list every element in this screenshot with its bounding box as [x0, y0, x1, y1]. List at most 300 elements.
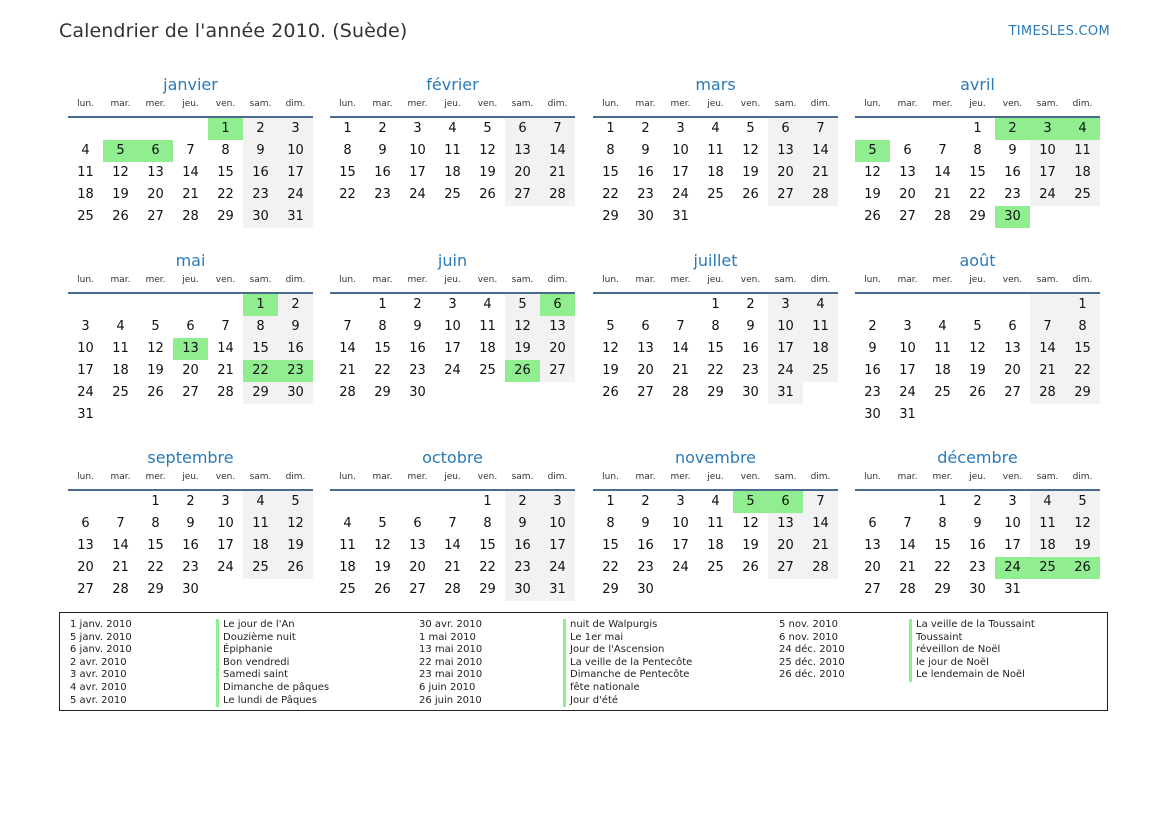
day-cell: 14: [1030, 338, 1065, 360]
empty-cell: [470, 382, 505, 404]
day-cell: 8: [711, 319, 720, 334]
empty-cell: [243, 404, 278, 426]
day-cell: 27: [540, 360, 575, 382]
day-grid: [855, 294, 1100, 426]
day-cell: 29: [147, 582, 164, 597]
weekday-label: dim.: [810, 275, 831, 285]
day-cell: 24: [77, 385, 94, 400]
day-cell: 28: [540, 184, 575, 206]
day-cell: 30: [243, 206, 278, 228]
day-cell: 16: [637, 165, 654, 180]
day-cell: 6: [413, 516, 422, 531]
day-cell: 13: [77, 538, 94, 553]
weekday-label: mar.: [372, 472, 393, 482]
weekday-label: mer.: [407, 275, 428, 285]
day-cell: 3: [221, 494, 230, 509]
holiday-legend: [59, 612, 1108, 711]
day-cell: 1: [151, 494, 160, 509]
empty-cell: [505, 382, 540, 404]
weekday-label: ven.: [477, 275, 498, 285]
day-cell: 31: [278, 206, 313, 228]
day-cell: 15: [707, 341, 724, 356]
day-cell: 13: [864, 538, 881, 553]
day-cell: 14: [217, 341, 234, 356]
weekday-label: sam.: [774, 99, 797, 109]
empty-cell: [925, 404, 960, 426]
day-cell: 26: [278, 557, 313, 579]
day-cell: 21: [182, 187, 199, 202]
day-cell: 23: [637, 187, 654, 202]
day-cell: 25: [77, 209, 94, 224]
month-mai: [68, 250, 313, 426]
day-cell: 21: [934, 187, 951, 202]
day-cell: 12: [147, 341, 164, 356]
day-cell: 13: [637, 341, 654, 356]
day-cell: 22: [707, 363, 724, 378]
day-cell: 25: [112, 385, 129, 400]
weekday-label: mar.: [897, 99, 918, 109]
weekday-header: [330, 96, 575, 118]
day-cell: 9: [186, 516, 195, 531]
day-cell: 23: [864, 385, 881, 400]
legend-holiday-name: Jour d'été: [563, 695, 692, 708]
day-cell: 6: [868, 516, 877, 531]
legend-holiday-name: La veille de la Pentecôte: [563, 657, 692, 670]
day-cell: 27: [637, 385, 654, 400]
day-cell: 7: [803, 491, 838, 513]
day-cell: 25: [1065, 184, 1100, 206]
empty-cell: [960, 294, 995, 316]
day-cell: 12: [864, 165, 881, 180]
day-cell: 6: [768, 491, 803, 513]
day-cell: 4: [938, 319, 947, 334]
empty-cell: [138, 404, 173, 426]
day-cell: 6: [540, 294, 575, 316]
weekday-header: [855, 96, 1100, 118]
day-cell: 3: [676, 121, 685, 136]
day-cell: 14: [339, 341, 356, 356]
day-cell: 23: [243, 184, 278, 206]
weekday-label: dim.: [810, 99, 831, 109]
weekday-label: dim.: [285, 275, 306, 285]
day-cell: 23: [637, 560, 654, 575]
empty-cell: [173, 404, 208, 426]
day-cell: 30: [995, 206, 1030, 228]
empty-cell: [855, 294, 890, 316]
day-cell: 17: [444, 341, 461, 356]
day-cell: 6: [903, 143, 912, 158]
empty-cell: [208, 294, 243, 316]
empty-cell: [733, 579, 768, 601]
day-cell: 29: [243, 382, 278, 404]
weekday-label: lun.: [864, 275, 881, 285]
day-cell: 5: [103, 140, 138, 162]
day-cell: 5: [151, 319, 160, 334]
weekday-label: jeu.: [969, 99, 986, 109]
day-cell: 4: [711, 494, 720, 509]
day-cell: 13: [1004, 341, 1021, 356]
day-cell: 18: [243, 535, 278, 557]
day-cell: 19: [969, 363, 986, 378]
weekday-label: mar.: [372, 275, 393, 285]
day-cell: 28: [112, 582, 129, 597]
day-cell: 12: [742, 143, 759, 158]
weekday-label: dim.: [1072, 275, 1093, 285]
day-cell: 11: [934, 341, 951, 356]
day-cell: 7: [938, 143, 947, 158]
day-cell: 30: [742, 385, 759, 400]
day-cell: 24: [899, 385, 916, 400]
month-name: décembre: [937, 448, 1018, 467]
day-cell: 2: [243, 118, 278, 140]
day-cell: 31: [672, 209, 689, 224]
legend-holiday-name: Épiphanie: [216, 644, 329, 657]
day-cell: 20: [899, 187, 916, 202]
empty-cell: [103, 118, 138, 140]
weekday-label: lun.: [339, 99, 356, 109]
day-cell: 1: [343, 121, 352, 136]
weekday-label: sam.: [1036, 99, 1059, 109]
weekday-label: sam.: [249, 99, 272, 109]
weekday-header: [68, 469, 313, 491]
day-cell: 15: [602, 165, 619, 180]
day-cell: 19: [742, 538, 759, 553]
weekday-label: sam.: [1036, 275, 1059, 285]
weekday-label: jeu.: [707, 472, 724, 482]
day-cell: 2: [413, 297, 422, 312]
legend-holiday-name: Bon vendredi: [216, 657, 329, 670]
legend-date: 4 avr. 2010: [70, 681, 127, 693]
day-cell: 1: [208, 118, 243, 140]
day-cell: 22: [934, 560, 951, 575]
day-cell: 4: [243, 491, 278, 513]
day-cell: 30: [182, 582, 199, 597]
day-grid: [593, 491, 838, 601]
day-cell: 26: [112, 209, 129, 224]
day-cell: 13: [768, 140, 803, 162]
weekday-label: jeu.: [444, 99, 461, 109]
day-cell: 20: [1004, 363, 1021, 378]
weekday-label: sam.: [774, 472, 797, 482]
legend-holiday-name: réveillon de Noël: [909, 644, 1035, 657]
day-cell: 10: [1004, 516, 1021, 531]
empty-cell: [68, 491, 103, 513]
empty-cell: [435, 382, 470, 404]
day-cell: 5: [483, 121, 492, 136]
day-cell: 2: [641, 121, 650, 136]
day-grid: [330, 491, 575, 601]
day-cell: 17: [540, 535, 575, 557]
empty-cell: [1030, 404, 1065, 426]
legend-date: 23 mai 2010: [419, 669, 483, 681]
day-cell: 3: [278, 118, 313, 140]
day-cell: 27: [768, 184, 803, 206]
day-cell: 6: [768, 118, 803, 140]
weekday-label: ven.: [740, 472, 761, 482]
month-name: juillet: [693, 251, 738, 270]
weekday-label: dim.: [547, 472, 568, 482]
day-cell: 1: [711, 297, 720, 312]
day-cell: 19: [278, 535, 313, 557]
day-cell: 9: [973, 516, 982, 531]
empty-cell: [890, 294, 925, 316]
day-cell: 22: [602, 560, 619, 575]
weekday-label: sam.: [511, 472, 534, 482]
day-cell: 6: [81, 516, 90, 531]
day-cell: 12: [602, 341, 619, 356]
day-cell: 29: [374, 385, 391, 400]
weekday-label: mer.: [407, 99, 428, 109]
day-cell: 7: [116, 516, 125, 531]
day-cell: 10: [278, 140, 313, 162]
weekday-label: ven.: [740, 99, 761, 109]
weekday-label: mar.: [110, 472, 131, 482]
empty-cell: [855, 118, 890, 140]
day-cell: 23: [1004, 187, 1021, 202]
day-cell: 24: [444, 363, 461, 378]
month-name: mars: [695, 75, 736, 94]
empty-cell: [103, 491, 138, 513]
day-cell: 2: [505, 491, 540, 513]
empty-cell: [103, 404, 138, 426]
day-cell: 12: [505, 316, 540, 338]
empty-cell: [663, 294, 698, 316]
day-cell: 7: [343, 319, 352, 334]
day-cell: 22: [217, 187, 234, 202]
legend-holiday-name: Toussaint: [909, 632, 1035, 645]
day-cell: 31: [77, 407, 94, 422]
weekday-label: sam.: [511, 99, 534, 109]
day-cell: 16: [374, 165, 391, 180]
empty-cell: [138, 118, 173, 140]
day-cell: 3: [1030, 118, 1065, 140]
day-cell: 20: [182, 363, 199, 378]
legend-date: 6 janv. 2010: [70, 644, 132, 656]
day-cell: 15: [243, 338, 278, 360]
weekday-label: sam.: [249, 472, 272, 482]
day-cell: 1: [1065, 294, 1100, 316]
day-cell: 15: [339, 165, 356, 180]
day-cell: 3: [81, 319, 90, 334]
month-name: septembre: [147, 448, 234, 467]
day-cell: 14: [540, 140, 575, 162]
weekday-label: lun.: [864, 472, 881, 482]
weekday-label: mer.: [145, 99, 166, 109]
day-cell: 2: [378, 121, 387, 136]
legend-holiday-name: La veille de la Toussaint: [909, 619, 1035, 632]
day-cell: 1: [378, 297, 387, 312]
day-cell: 23: [969, 560, 986, 575]
weekday-label: jeu.: [969, 275, 986, 285]
day-cell: 29: [479, 582, 496, 597]
day-cell: 2: [746, 297, 755, 312]
day-cell: 9: [746, 319, 755, 334]
day-cell: 22: [243, 360, 278, 382]
brand-link[interactable]: TIMESLES.COM: [1008, 24, 1110, 39]
empty-cell: [435, 491, 470, 513]
month-name: novembre: [674, 448, 757, 467]
day-cell: 24: [1030, 184, 1065, 206]
day-cell: 5: [606, 319, 615, 334]
day-cell: 30: [864, 407, 881, 422]
legend-date: 1 janv. 2010: [70, 619, 132, 630]
weekday-label: mer.: [407, 472, 428, 482]
day-cell: 15: [602, 538, 619, 553]
day-cell: 13: [173, 338, 208, 360]
empty-cell: [1065, 579, 1100, 601]
day-cell: 11: [707, 516, 724, 531]
day-cell: 10: [409, 143, 426, 158]
day-cell: 11: [243, 513, 278, 535]
weekday-label: lun.: [864, 99, 881, 109]
day-cell: 10: [1030, 140, 1065, 162]
day-cell: 7: [540, 118, 575, 140]
day-cell: 9: [413, 319, 422, 334]
empty-cell: [733, 206, 768, 228]
empty-cell: [330, 294, 365, 316]
day-cell: 21: [112, 560, 129, 575]
day-cell: 30: [505, 579, 540, 601]
day-cell: 19: [742, 165, 759, 180]
empty-cell: [593, 294, 628, 316]
day-cell: 26: [969, 385, 986, 400]
day-cell: 18: [112, 363, 129, 378]
day-cell: 21: [540, 162, 575, 184]
weekday-label: jeu.: [444, 472, 461, 482]
day-cell: 12: [1065, 513, 1100, 535]
day-cell: 30: [409, 385, 426, 400]
weekday-label: ven.: [477, 99, 498, 109]
day-cell: 11: [339, 538, 356, 553]
month-décembre: [855, 447, 1100, 601]
day-cell: 25: [444, 187, 461, 202]
day-cell: 2: [995, 118, 1030, 140]
day-cell: 10: [444, 319, 461, 334]
day-cell: 22: [374, 363, 391, 378]
day-cell: 24: [995, 557, 1030, 579]
weekday-label: jeu.: [707, 99, 724, 109]
empty-cell: [995, 294, 1030, 316]
day-cell: 15: [147, 538, 164, 553]
day-cell: 26: [742, 560, 759, 575]
empty-cell: [400, 491, 435, 513]
day-cell: 28: [217, 385, 234, 400]
day-cell: 4: [343, 516, 352, 531]
day-cell: 19: [374, 560, 391, 575]
day-cell: 8: [606, 143, 615, 158]
day-cell: 9: [641, 516, 650, 531]
weekday-label: jeu.: [182, 275, 199, 285]
day-cell: 6: [1008, 319, 1017, 334]
day-cell: 27: [899, 209, 916, 224]
day-cell: 14: [182, 165, 199, 180]
day-cell: 15: [934, 538, 951, 553]
weekday-label: mer.: [932, 275, 953, 285]
day-cell: 29: [217, 209, 234, 224]
day-cell: 4: [448, 121, 457, 136]
day-cell: 27: [768, 557, 803, 579]
day-cell: 9: [641, 143, 650, 158]
weekday-label: mar.: [897, 472, 918, 482]
day-cell: 29: [969, 209, 986, 224]
day-grid: [855, 118, 1100, 228]
legend-date: 22 mai 2010: [419, 656, 483, 668]
day-cell: 29: [1065, 382, 1100, 404]
day-cell: 10: [672, 143, 689, 158]
month-février: [330, 74, 575, 206]
day-cell: 13: [147, 165, 164, 180]
weekday-label: dim.: [285, 472, 306, 482]
day-cell: 7: [186, 143, 195, 158]
day-cell: 14: [803, 140, 838, 162]
legend-holiday-name: Douzième nuit: [216, 632, 329, 645]
day-cell: 31: [768, 382, 803, 404]
empty-cell: [173, 294, 208, 316]
day-cell: 31: [540, 579, 575, 601]
day-cell: 27: [1004, 385, 1021, 400]
day-cell: 12: [969, 341, 986, 356]
day-cell: 24: [278, 184, 313, 206]
weekday-label: jeu.: [182, 472, 199, 482]
empty-cell: [698, 206, 733, 228]
empty-cell: [768, 579, 803, 601]
legend-date: 5 janv. 2010: [70, 631, 132, 643]
day-cell: 10: [899, 341, 916, 356]
month-juin: [330, 250, 575, 404]
empty-cell: [540, 382, 575, 404]
day-cell: 10: [77, 341, 94, 356]
month-name: août: [959, 251, 996, 270]
day-cell: 21: [444, 560, 461, 575]
day-cell: 9: [1008, 143, 1017, 158]
day-cell: 17: [77, 363, 94, 378]
day-cell: 8: [938, 516, 947, 531]
legend-dates-column: [70, 619, 132, 707]
day-cell: 10: [540, 513, 575, 535]
day-cell: 22: [339, 187, 356, 202]
legend-holiday-name: Dimanche de pâques: [216, 682, 329, 695]
day-cell: 27: [77, 582, 94, 597]
legend-holiday-name: nuit de Walpurgis: [563, 619, 692, 632]
day-cell: 23: [182, 560, 199, 575]
legend-date: 26 déc. 2010: [779, 669, 845, 681]
day-cell: 6: [138, 140, 173, 162]
day-grid: [68, 118, 313, 228]
day-cell: 17: [672, 165, 689, 180]
day-cell: 27: [505, 184, 540, 206]
empty-cell: [628, 294, 663, 316]
legend-names-column: [909, 619, 1035, 682]
month-name: juin: [437, 251, 468, 270]
weekday-label: lun.: [77, 99, 94, 109]
day-cell: 26: [742, 187, 759, 202]
weekday-label: dim.: [547, 275, 568, 285]
day-cell: 17: [1004, 538, 1021, 553]
day-cell: 22: [969, 187, 986, 202]
day-cell: 5: [378, 516, 387, 531]
day-cell: 8: [151, 516, 160, 531]
empty-cell: [1030, 206, 1065, 228]
day-cell: 11: [479, 319, 496, 334]
legend-date: 26 juin 2010: [419, 694, 482, 706]
day-cell: 5: [505, 294, 540, 316]
day-cell: 21: [803, 162, 838, 184]
day-cell: 13: [540, 316, 575, 338]
weekday-label: lun.: [602, 275, 619, 285]
empty-cell: [698, 579, 733, 601]
weekday-label: mer.: [145, 472, 166, 482]
day-grid: [68, 491, 313, 601]
